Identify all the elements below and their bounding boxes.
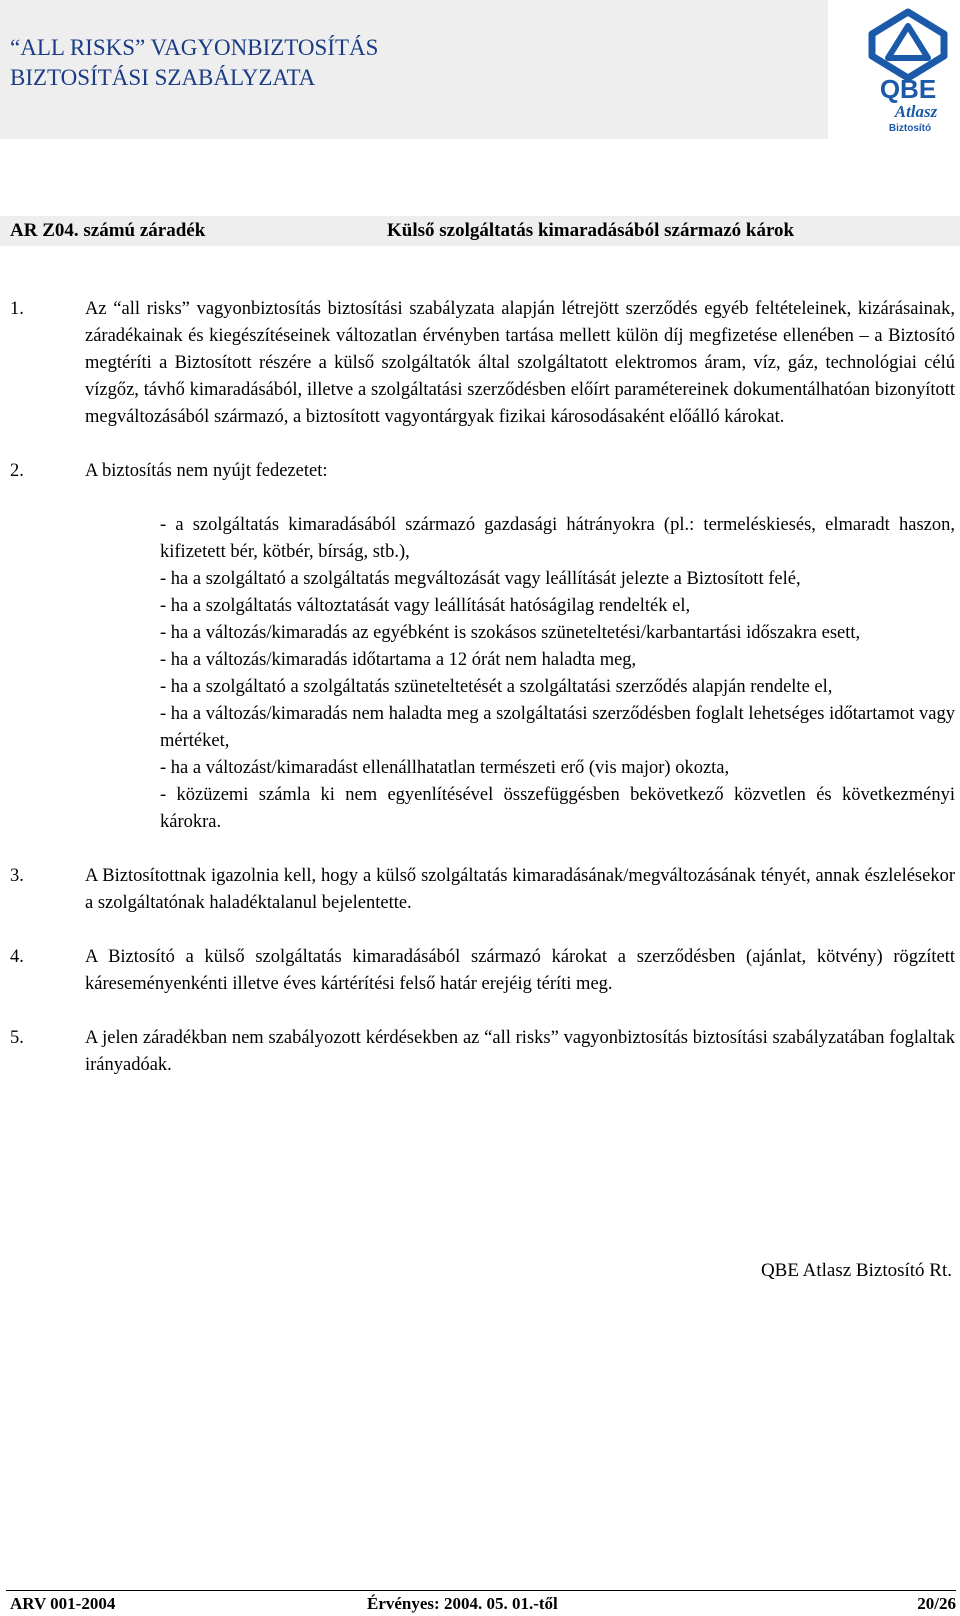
page-footer xyxy=(10,1592,956,1616)
company-signature: QBE Atlasz Biztosító Rt. xyxy=(760,1260,952,1281)
list-item: - a szolgáltatás kimaradásából származó gazdasági hátrányokra (pl.: termeléskiesés, elmaradt haszon, kifizetett bér, kötbér, bírság, stb.), xyxy=(160,515,955,562)
clause-number: AR Z04. számú záradék xyxy=(10,220,206,241)
paragraph-1 xyxy=(10,296,955,431)
paragraph-3 xyxy=(10,863,955,917)
paragraph-number: 5. xyxy=(10,1028,24,1048)
list-item: - közüzemi számla ki nem egyenlítésével összefüggésben bekövetkező közvetlen és következményi károkra. xyxy=(160,785,955,832)
clause-title: Külső szolgáltatás kimaradásából származó károk xyxy=(387,220,795,241)
paragraph-number: 2. xyxy=(10,461,24,481)
logo-biztosito-text: Biztosító xyxy=(888,123,932,134)
paragraph-2 xyxy=(10,458,955,485)
qbe-emblem-icon xyxy=(872,12,944,78)
clause-body xyxy=(10,296,955,1079)
qbe-atlasz-logo xyxy=(858,6,958,136)
list-item: - ha a szolgáltatás változtatását vagy leállítását hatóságilag rendelték el, xyxy=(160,596,691,616)
paragraph-number: 3. xyxy=(10,866,24,886)
paragraph-text: A Biztosítottnak igazolnia kell, hogy a külső szolgáltatás kimaradásának/megváltozásának tényét, annak észlelésekor a szolgáltatónak haladéktalanul bejelentette. xyxy=(85,866,955,913)
clause-bar xyxy=(0,216,960,246)
paragraph-text: A biztosítás nem nyújt fedezetet: xyxy=(85,461,328,481)
paragraph-text: Az “all risks” vagyonbiztosítás biztosítási szabályzata alapján létrejött szerződés egyéb feltételeinek, kizárásainak, záradékainak és kiegészítéseinek változatlan érvényben tartása mellett külön díj megfizetése ellenében – a Biztosító megtéríti a Biztosított részére a külső szolgáltatók által szolgáltatott elektromos áram, víz, gáz, technológiai célú vízgőz, távhő kimaradásából, illetve a szolgáltatási szerződésben előírt paramétereinek dokumentálhatóan bizonyított megváltozásából származó, a biztosított vagyontárgyak fizikai károsodásaként előálló károkat. xyxy=(85,299,955,427)
list-item: - ha a szolgáltató a szolgáltatás szüneteltetését a szolgáltatási szerződés alapján rendelte el, xyxy=(160,677,833,697)
logo-atlasz-text: Atlasz xyxy=(894,102,938,121)
list-item: - ha a változás/kimaradás időtartama a 12 órát nem haladta meg, xyxy=(160,650,637,670)
document-title xyxy=(10,33,810,93)
list-item: - ha a szolgáltató a szolgáltatás megváltozását vagy leállítását jelezte a Biztosított felé, xyxy=(160,569,801,589)
paragraph-4 xyxy=(10,944,955,998)
footer-page-number: 20/26 xyxy=(917,1594,956,1613)
title-line-1: “ALL RISKS” VAGYONBIZTOSÍTÁS xyxy=(10,35,379,60)
footer-divider xyxy=(6,1590,956,1591)
list-item: - ha a változást/kimaradást ellenállhatatlan természeti erő (vis major) okozta, xyxy=(160,758,730,778)
paragraph-text: A Biztosító a külső szolgáltatás kimaradásából származó károkat a szerződésben (ajánlat, kötvény) rögzített káreseményenkénti illetve éves kártérítési felső határ erejéig téríti meg. xyxy=(85,947,955,994)
footer-doc-code: ARV 001-2004 xyxy=(10,1594,116,1613)
paragraph-text: A jelen záradékban nem szabályozott kérdésekben az “all risks” vagyonbiztosítás biztosítási szabályzatában foglaltak irányadóak. xyxy=(85,1028,955,1075)
paragraph-5 xyxy=(10,1025,955,1079)
paragraph-number: 4. xyxy=(10,947,24,967)
list-item: - ha a változás/kimaradás az egyébként is szokásos szüneteltetési/karbantartási időszakra esett, xyxy=(160,623,861,643)
exclusion-list xyxy=(160,512,955,836)
logo-qbe-text: QBE xyxy=(879,74,937,104)
paragraph-number: 1. xyxy=(10,299,24,319)
title-line-2: BIZTOSÍTÁSI SZABÁLYZATA xyxy=(10,65,316,90)
footer-valid-from: Érvényes: 2004. 05. 01.-től xyxy=(367,1594,558,1613)
list-item: - ha a változás/kimaradás nem haladta meg a szolgáltatási szerződésben foglalt lehetséges időtartamot vagy mértéket, xyxy=(160,704,955,751)
